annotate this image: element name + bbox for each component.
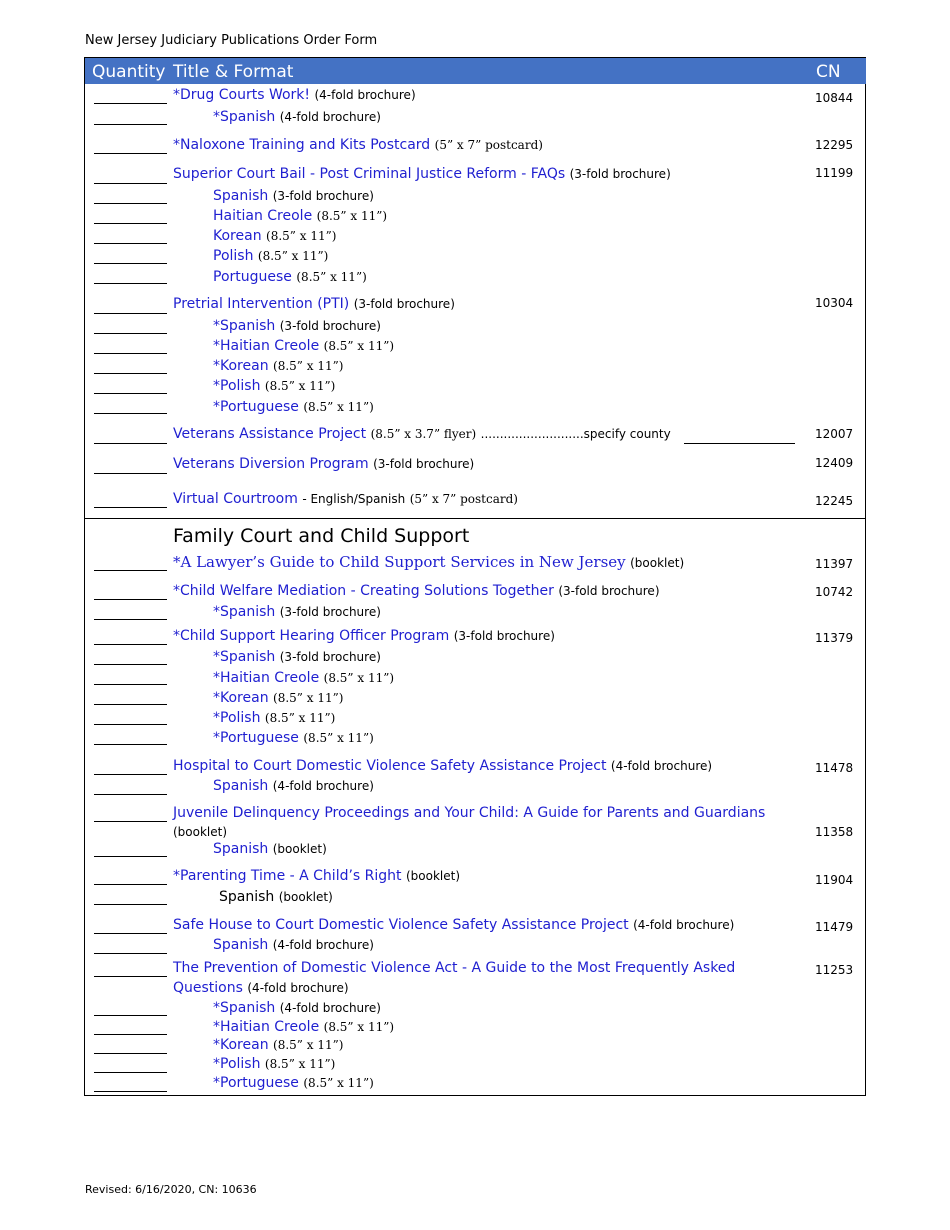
order-table-frame	[84, 57, 866, 1096]
list-item: Spanish (4-fold brochure)	[213, 937, 374, 953]
quantity-field[interactable]	[94, 1072, 167, 1073]
cn-value: 11478	[815, 761, 854, 775]
cn-value: 11199	[815, 166, 854, 180]
quantity-field[interactable]	[94, 933, 167, 934]
cn-value: 10844	[815, 91, 854, 105]
list-item: *Drug Courts Work! (4-fold brochure)	[173, 87, 416, 103]
list-item: Juvenile Delinquency Proceedings and Your Child: A Guide for Parents and Guardians	[173, 805, 766, 821]
quantity-field[interactable]	[94, 124, 167, 125]
list-item: *Spanish (4-fold brochure)	[213, 1000, 381, 1016]
footer-revision: Revised: 6/16/2020, CN: 10636	[85, 1183, 257, 1196]
list-item: *Polish (8.5” x 11”)	[213, 1056, 336, 1072]
quantity-field[interactable]	[94, 507, 167, 508]
cn-value: 10304	[815, 296, 854, 310]
cn-value: 11253	[815, 963, 854, 977]
list-item: Spanish (4-fold brochure)	[213, 778, 374, 794]
list-item: Virtual Courtroom - English/Spanish (5” x 7” postcard)	[173, 491, 518, 507]
list-item: *Portuguese (8.5” x 11”)	[213, 1075, 374, 1091]
quantity-field[interactable]	[94, 473, 167, 474]
quantity-field[interactable]	[94, 353, 167, 354]
quantity-field[interactable]	[94, 223, 167, 224]
list-item: *Parenting Time - A Child’s Right (booklet)	[173, 868, 461, 884]
county-field[interactable]	[684, 443, 795, 444]
cn-header: CN	[816, 62, 841, 82]
list-item: *Korean (8.5” x 11”)	[213, 690, 344, 706]
list-item: Hospital to Court Domestic Violence Safety Assistance Project (4-fold brochure)	[173, 758, 713, 774]
quantity-field[interactable]	[94, 953, 167, 954]
quantity-field[interactable]	[94, 283, 167, 284]
quantity-field[interactable]	[94, 684, 167, 685]
list-item: Spanish (booklet)	[213, 841, 327, 857]
quantity-field[interactable]	[94, 183, 167, 184]
quantity-field[interactable]	[94, 976, 167, 977]
list-item: Questions (4-fold brochure)	[173, 980, 349, 996]
quantity-field[interactable]	[94, 413, 167, 414]
cn-value: 12295	[815, 138, 854, 152]
cn-value: 12245	[815, 494, 854, 508]
quantity-field[interactable]	[94, 243, 167, 244]
quantity-field[interactable]	[94, 313, 167, 314]
quantity-field[interactable]	[94, 619, 167, 620]
quantity-field[interactable]	[94, 203, 167, 204]
list-item: *Portuguese (8.5” x 11”)	[213, 399, 374, 415]
section-divider	[85, 518, 866, 519]
list-item: *Child Support Hearing Officer Program (3-fold brochure)	[173, 628, 555, 644]
quantity-field[interactable]	[94, 570, 167, 571]
quantity-field[interactable]	[94, 644, 167, 645]
list-item: Haitian Creole (8.5” x 11”)	[213, 208, 388, 224]
quantity-field[interactable]	[94, 744, 167, 745]
quantity-field[interactable]	[94, 153, 167, 154]
list-item: *Portuguese (8.5” x 11”)	[213, 730, 374, 746]
quantity-field[interactable]	[94, 794, 167, 795]
list-item: Spanish (booklet)	[219, 889, 333, 905]
list-item: *Polish (8.5” x 11”)	[213, 710, 336, 726]
list-item: Korean (8.5” x 11”)	[213, 228, 337, 244]
list-item: *Korean (8.5” x 11”)	[213, 358, 344, 374]
quantity-field[interactable]	[94, 103, 167, 104]
section-heading: Family Court and Child Support	[173, 525, 470, 547]
list-item: Spanish (3-fold brochure)	[213, 188, 374, 204]
list-item-format: (booklet)	[173, 825, 228, 839]
list-item: The Prevention of Domestic Violence Act - A Guide to the Most Frequently Asked	[173, 960, 736, 976]
page-header: New Jersey Judiciary Publications Order Form	[85, 33, 378, 48]
list-item: Veterans Diversion Program (3-fold brochure)	[173, 456, 475, 472]
cn-value: 11358	[815, 825, 854, 839]
list-item: *Haitian Creole (8.5” x 11”)	[213, 670, 395, 686]
list-item: Portuguese (8.5” x 11”)	[213, 269, 367, 285]
quantity-field[interactable]	[94, 821, 167, 822]
quantity-field[interactable]	[94, 1053, 167, 1054]
cn-value: 11397	[815, 557, 854, 571]
cn-value: 11904	[815, 873, 854, 887]
quantity-field[interactable]	[94, 774, 167, 775]
list-item: *Spanish (4-fold brochure)	[213, 109, 381, 125]
list-item: *Spanish (3-fold brochure)	[213, 649, 381, 665]
cn-value: 12409	[815, 456, 854, 470]
quantity-field[interactable]	[94, 884, 167, 885]
quantity-field[interactable]	[94, 664, 167, 665]
list-item: Superior Court Bail - Post Criminal Justice Reform - FAQs (3-fold brochure)	[173, 166, 671, 182]
list-item: *Spanish (3-fold brochure)	[213, 318, 381, 334]
cn-value: 12007	[815, 427, 854, 441]
quantity-header: Quantity	[92, 62, 166, 82]
list-item: Veterans Assistance Project (8.5” x 3.7” flyer) ...........................specify county	[173, 426, 671, 442]
title-header: Title & Format	[173, 62, 294, 82]
list-item: *Haitian Creole (8.5” x 11”)	[213, 1019, 395, 1035]
quantity-field[interactable]	[94, 373, 167, 374]
quantity-field[interactable]	[94, 443, 167, 444]
list-item: *Polish (8.5” x 11”)	[213, 378, 336, 394]
quantity-field[interactable]	[94, 599, 167, 600]
cn-value: 10742	[815, 585, 854, 599]
quantity-field[interactable]	[94, 704, 167, 705]
quantity-field[interactable]	[94, 393, 167, 394]
list-item: Polish (8.5” x 11”)	[213, 248, 329, 264]
quantity-field[interactable]	[94, 1034, 167, 1035]
cn-value: 11379	[815, 631, 854, 645]
cn-value: 11479	[815, 920, 854, 934]
list-item: *Spanish (3-fold brochure)	[213, 604, 381, 620]
list-item: *Haitian Creole (8.5” x 11”)	[213, 338, 395, 354]
quantity-field[interactable]	[94, 263, 167, 264]
quantity-field[interactable]	[94, 333, 167, 334]
quantity-field[interactable]	[94, 1015, 167, 1016]
quantity-field[interactable]	[94, 724, 167, 725]
quantity-field[interactable]	[94, 904, 167, 905]
list-item: *A Lawyer’s Guide to Child Support Services in New Jersey (booklet)	[173, 553, 685, 571]
quantity-field[interactable]	[94, 856, 167, 857]
list-item: Pretrial Intervention (PTI) (3-fold brochure)	[173, 296, 455, 312]
list-item: *Naloxone Training and Kits Postcard (5” x 7” postcard)	[173, 137, 543, 153]
list-item: Safe House to Court Domestic Violence Safety Assistance Project (4-fold brochure)	[173, 917, 735, 933]
list-item: *Korean (8.5” x 11”)	[213, 1037, 344, 1053]
quantity-field[interactable]	[94, 1091, 167, 1092]
table-header	[85, 58, 866, 84]
list-item: *Child Welfare Mediation - Creating Solutions Together (3-fold brochure)	[173, 583, 660, 599]
